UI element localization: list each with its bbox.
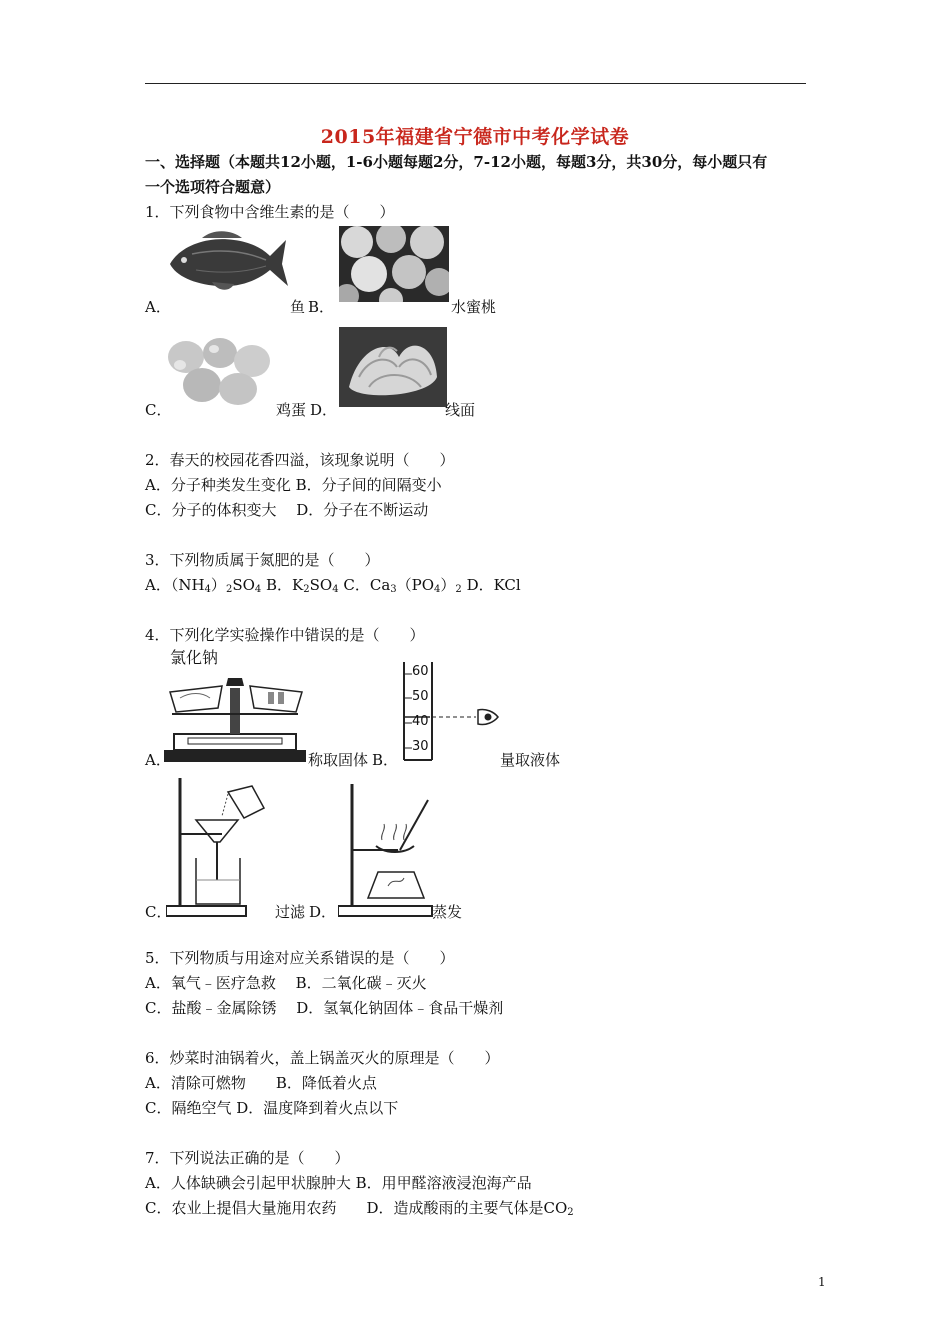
- q1-option-d-letter: D．: [310, 401, 338, 419]
- q2-options-ab: A．分子种类发生变化 B．分子间的间隔变小: [145, 476, 442, 494]
- noodle-image: [339, 327, 447, 407]
- q1-option-b-label: 水蜜桃: [451, 298, 497, 316]
- q4-option-c-letter: C．: [145, 903, 172, 921]
- q2-stem: 2．春天的校园花香四溢，该现象说明（ ）: [145, 451, 455, 469]
- fish-image: [162, 226, 290, 294]
- q1-stem: 1．下列食物中含维生素的是（ ）: [145, 203, 395, 221]
- egg-image: [162, 335, 277, 407]
- section-heading: 一、选择题（本题共12小题，1-6小题每题2分，7-12小题，每题3分，共30分，每小题只有: [145, 153, 768, 171]
- q3-options: A．$(NH_4)_2SO_4$ B．$K_2SO_4$ C．$Ca_3(PO_4)_2$ D．KCl: [145, 576, 521, 595]
- q6-options-cd: C．隔绝空气 D．温度降到着火点以下: [145, 1099, 399, 1117]
- q4-option-d-letter: D．: [309, 903, 337, 921]
- q6-options-ab: A．清除可燃物 B．降低着火点: [145, 1074, 377, 1092]
- q4-stem: 4．下列化学实验操作中错误的是（ ）: [145, 626, 425, 644]
- q4-option-a-letter: A．: [145, 751, 171, 769]
- evaporation-diagram: [338, 780, 436, 918]
- header-rule: [145, 83, 806, 84]
- q7-options-ab: A．人体缺碘会引起甲状腺肿大 B．用甲醛溶液浸泡海产品: [145, 1174, 532, 1192]
- q1-option-a-label: 鱼: [290, 298, 306, 316]
- balance-diagram: [160, 664, 310, 764]
- q7-stem: 7．下列说法正确的是（ ）: [145, 1149, 350, 1167]
- q3-stem: 3．下列物质属于氮肥的是（ ）: [145, 551, 380, 569]
- q2-options-cd: C．分子的体积变大 D．分子在不断运动: [145, 501, 429, 519]
- q5-options-ab: A．氧气﹣医疗急救 B．二氧化碳﹣灭火: [145, 974, 427, 992]
- q4-option-d-label: 蒸发: [432, 903, 463, 921]
- q7-options-cd: C．农业上提倡大量施用农药 D．造成酸雨的主要气体是$CO_2$: [145, 1199, 574, 1218]
- cyl-tick-30: 30: [412, 739, 429, 754]
- cyl-tick-40: 40: [412, 714, 429, 729]
- peach-image: [339, 226, 449, 302]
- nacl-label: 氯化钠: [170, 648, 219, 667]
- q4-option-c-label: 过滤: [275, 903, 306, 921]
- cyl-tick-50: 50: [412, 689, 429, 704]
- filtration-diagram: [166, 774, 278, 918]
- page-number: 1: [818, 1275, 826, 1289]
- q5-stem: 5．下列物质与用途对应关系错误的是（ ）: [145, 949, 455, 967]
- section-heading-cont: 一个选项符合题意）: [145, 178, 281, 196]
- q5-options-cd: C．盐酸﹣金属除锈 D．氢氧化钠固体﹣食品干燥剂: [145, 999, 504, 1017]
- q4-option-a-label: 称取固体: [308, 751, 369, 769]
- cyl-tick-60: 60: [412, 664, 429, 679]
- q4-option-b-letter: B．: [372, 751, 399, 769]
- q1-option-d-label: 线面: [445, 401, 476, 419]
- q1-option-a-letter: A．: [145, 298, 171, 316]
- q6-stem: 6．炒菜时油锅着火，盖上锅盖灭火的原理是（ ）: [145, 1049, 500, 1067]
- q1-option-b-letter: B．: [308, 298, 335, 316]
- page-title: 2015年福建省宁德市中考化学试卷: [320, 126, 630, 148]
- q4-option-b-label: 量取液体: [500, 751, 561, 769]
- q1-option-c-label: 鸡蛋: [276, 401, 307, 419]
- q1-option-c-letter: C．: [145, 401, 172, 419]
